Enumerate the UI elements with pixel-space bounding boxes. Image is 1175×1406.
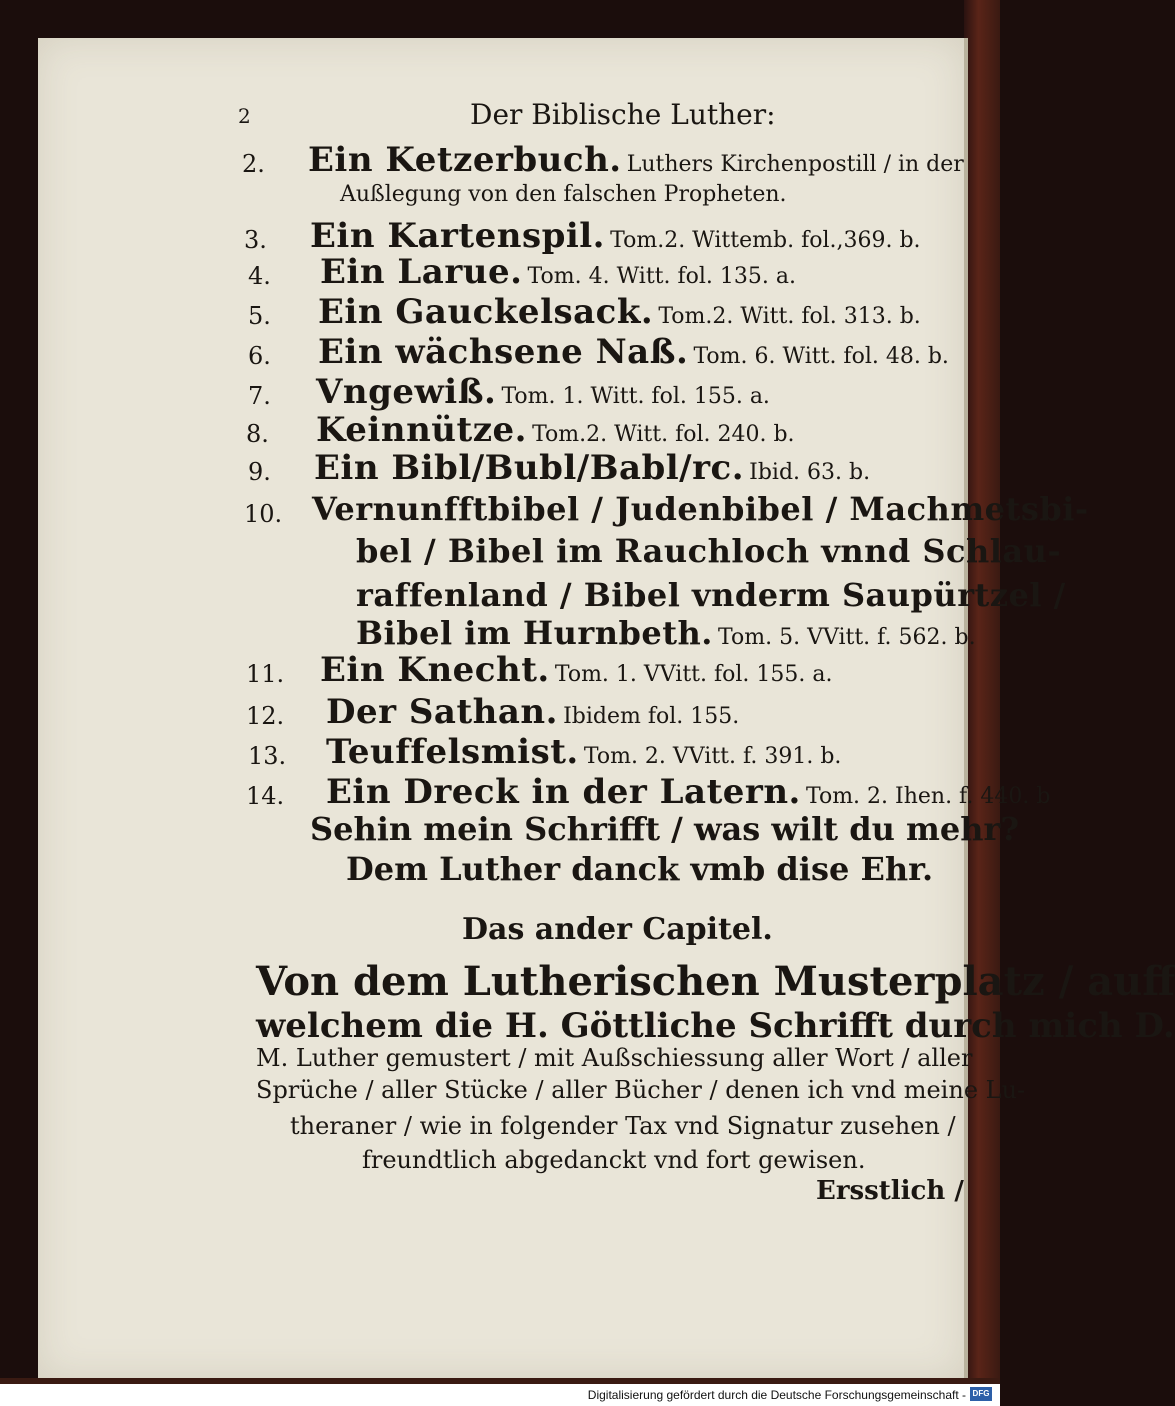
item-title: bel / Bibel im Rauchloch vnnd Schlau- <box>356 532 1062 570</box>
item-reference: Tom. 4. Witt. fol. 135. a. <box>527 264 796 289</box>
item-title: raffenland / Bibel vnderm Saupürtzel / <box>356 576 1066 614</box>
item-number: 3. <box>244 226 267 254</box>
list-item-continuation <box>356 576 1066 614</box>
rhyme-line: Sehin mein Schrifft / was wilt du mehr? <box>310 810 1020 848</box>
chapter-heading-line: welchem die H. Göttliche Schrifft durch mich D. <box>256 1006 1175 1046</box>
item-reference: Tom.2. Wittemb. fol.,369. b. <box>610 228 921 253</box>
item-title: Ein Kartenspil. <box>310 216 606 256</box>
list-item <box>318 332 949 372</box>
list-item <box>326 772 1050 812</box>
item-reference: Tom.2. Witt. fol. 313. b. <box>658 304 921 329</box>
item-number: 4. <box>248 262 271 290</box>
chapter-heading-line: freundtlich abgedanckt vnd fort gewisen. <box>362 1146 866 1174</box>
item-title: Bibel im Hurnbeth. <box>356 614 713 652</box>
item-title: Vngewiß. <box>316 372 497 412</box>
chapter-title: Das ander Capitel. <box>462 912 773 947</box>
chapter-heading-line: Sprüche / aller Stücke / aller Bücher / denen ich vnd meine Lu- <box>256 1076 1026 1104</box>
list-item <box>326 692 739 732</box>
list-item <box>312 490 1089 528</box>
item-title: Teuffelsmist. <box>326 732 579 772</box>
list-item-continuation <box>356 614 976 652</box>
catchword: Ersstlich / <box>816 1176 964 1206</box>
item-number: 12. <box>246 702 285 730</box>
list-item <box>316 372 770 412</box>
item-title: Ein wächsene Naß. <box>318 332 689 372</box>
item-title: Ein Ketzerbuch. <box>308 140 622 180</box>
item-reference: Tom. 2. VVitt. f. 391. b. <box>583 744 842 769</box>
item-title: Keinnütze. <box>316 410 527 450</box>
item-number: 14. <box>246 782 285 810</box>
item-reference: Tom. 5. VVitt. f. 562. b. <box>718 625 976 650</box>
item-number: 13. <box>248 742 287 770</box>
item-reference: Tom. 1. VVitt. fol. 155. a. <box>554 662 833 687</box>
chapter-heading-line: theraner / wie in folgender Tax vnd Signatur zusehen / <box>290 1112 956 1140</box>
list-item <box>326 732 841 772</box>
item-reference: Ibidem fol. 155. <box>563 704 740 729</box>
item-reference: Tom. 2. Ihen. f. 440. b <box>805 784 1051 809</box>
item-reference: Luthers Kirchenpostill / in der <box>626 152 964 177</box>
chapter-heading-line: M. Luther gemustert / mit Außschiessung aller Wort / aller <box>256 1044 973 1072</box>
list-item <box>308 140 964 180</box>
item-title: Ein Bibl/Bubl/Babl/rc. <box>314 448 745 488</box>
item-title: Vernunfftbibel / Judenbibel / Machmetsbi- <box>312 490 1089 528</box>
item-title: Ein Gauckelsack. <box>318 292 654 332</box>
item-reference: Tom. 6. Witt. fol. 48. b. <box>693 344 949 369</box>
list-item-continuation <box>356 532 1061 570</box>
list-item <box>316 410 795 450</box>
item-number: 6. <box>248 342 271 370</box>
list-item-continuation <box>340 182 787 207</box>
list-item <box>310 216 921 256</box>
list-item <box>314 448 870 488</box>
item-reference: Tom.2. Witt. fol. 240. b. <box>532 422 795 447</box>
item-number: 8. <box>246 420 269 448</box>
item-reference: Tom. 1. Witt. fol. 155. a. <box>501 384 770 409</box>
item-number: 2. <box>242 150 265 178</box>
item-reference: Ibid. 63. b. <box>749 460 871 485</box>
item-title: Ein Dreck in der Latern. <box>326 772 801 812</box>
item-number: 5. <box>248 302 271 330</box>
chapter-heading-line: Von dem Lutherischen Musterplatz / auff <box>256 958 1175 1005</box>
list-item <box>320 252 796 292</box>
dfg-logo: DFG <box>970 1387 992 1401</box>
item-number: 9. <box>248 458 271 486</box>
item-number: 7. <box>248 382 271 410</box>
item-number: 11. <box>246 660 285 688</box>
item-reference: Außlegung von den falschen Propheten. <box>340 182 787 207</box>
funding-note: Digitalisierung gefördert durch die Deutsche Forschungsgemeinschaft - <box>587 1388 966 1402</box>
list-item <box>320 650 833 690</box>
item-title: Der Sathan. <box>326 692 558 732</box>
running-head: Der Biblische Luther: <box>470 98 776 131</box>
list-item <box>318 292 921 332</box>
item-number: 10. <box>244 500 283 528</box>
page-number: 2 <box>238 104 251 128</box>
item-title: Ein Larue. <box>320 252 523 292</box>
book-edge <box>964 0 1000 1380</box>
item-title: Ein Knecht. <box>320 650 550 690</box>
rhyme-line: Dem Luther danck vmb dise Ehr. <box>346 850 934 888</box>
